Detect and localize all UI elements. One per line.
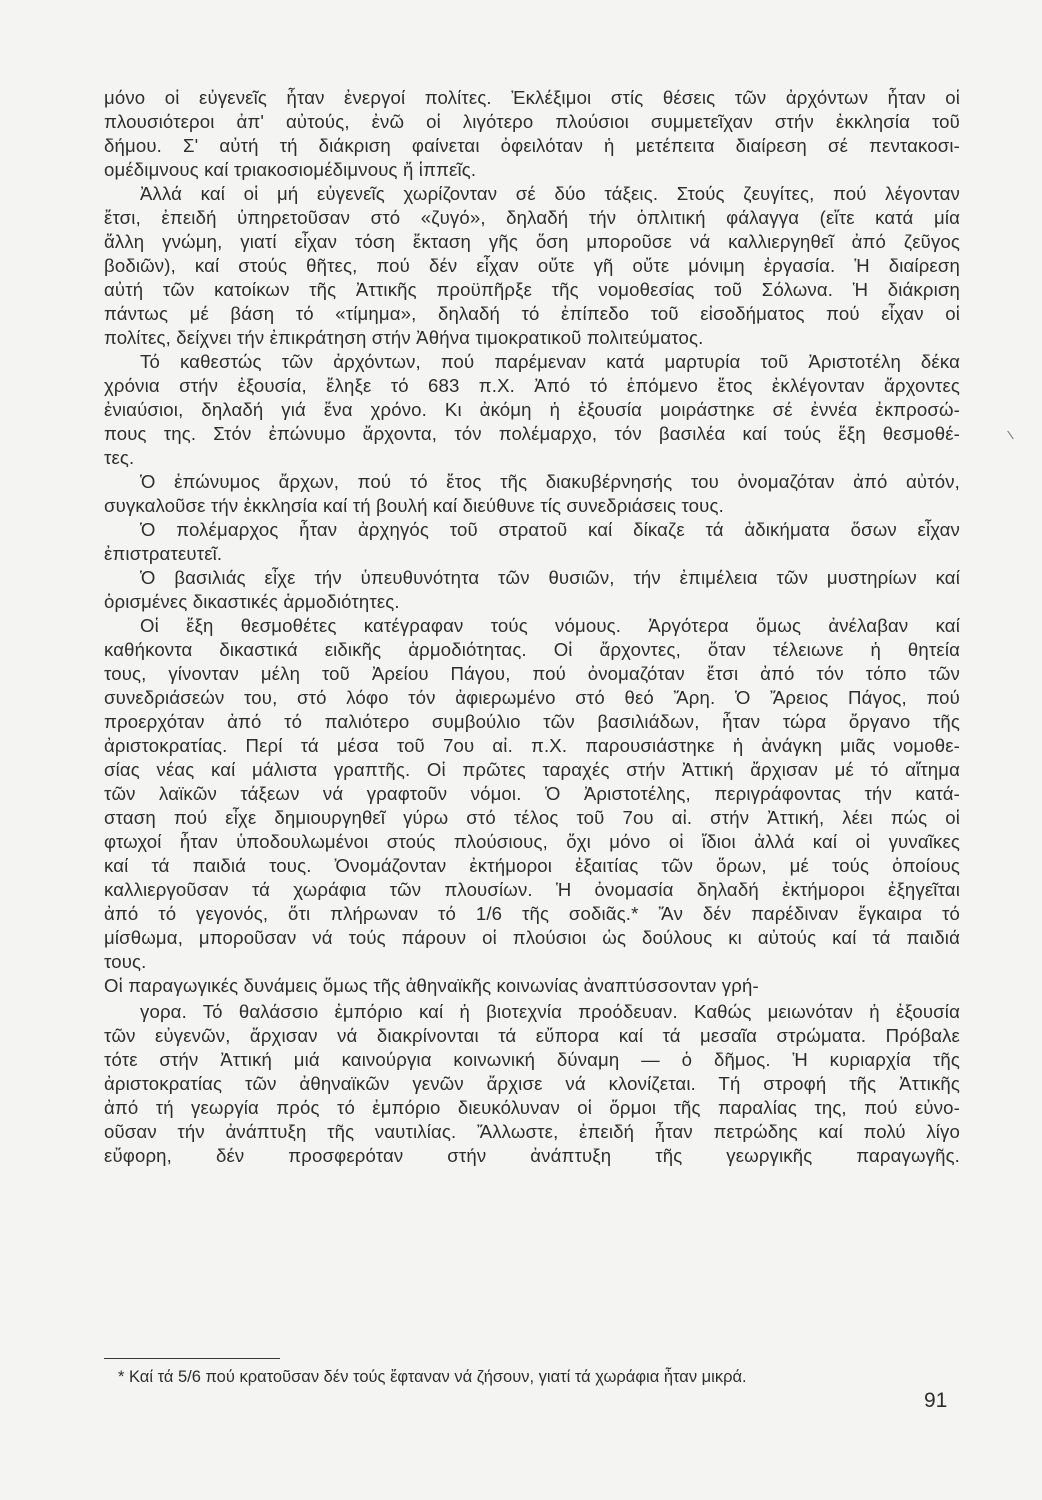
text-line: καί τά παιδιά τους. Ὀνομάζονταν ἐκτήμοροι ἐξαιτίας τῶν ὅρων, μέ τούς ὁποίους [104, 855, 960, 876]
text-line: αὐτή τῶν κατοίκων τῆς Ἀττικῆς προϋπῆρξε τῆς νομοθεσίας τοῦ Σόλωνα. Ἡ διάκριση [104, 279, 960, 300]
text-line: ἔτσι, ἐπειδή ὑπηρετοῦσαν στό «ζυγό», δηλαδή τήν ὁπλιτική φάλαγγα (εἴτε κατά μία [104, 207, 960, 228]
text-line: ὁρισμένες δικαστικές ἁρμοδιότητες. [104, 591, 400, 612]
text-line: πολίτες, δείχνει τήν ἐπικράτηση στήν Ἀθήνα τιμοκρατικοῦ πολιτεύματος. [104, 327, 704, 348]
text-line: Οἱ ἕξη θεσμοθέτες κατέγραφαν τούς νόμους. Ἀργότερα ὅμως ἀνέλαβαν καί [140, 615, 960, 636]
text-line: εὔφορη, δέν προσφερόταν στήν ἀνάπτυξη τῆς γεωργικῆς παραγωγῆς. [104, 1145, 960, 1166]
text-line: καλλιεργοῦσαν τά χωράφια τῶν πλουσίων. Ἡ ὀνομασία δηλαδή ἐκτήμοροι ἐξηγεῖται [104, 879, 960, 900]
text-line: μίσθωμα, μποροῦσαν νά τούς πάρουν οἱ πλούσιοι ὡς δούλους κι αὐτούς καί τά παιδιά [104, 927, 960, 948]
text-line: πους της. Στόν ἐπώνυμο ἄρχοντα, τόν πολέμαρχο, τόν βασιλέα καί τούς ἕξη θεσμοθέ- [104, 423, 960, 444]
text-line: οῦσαν τήν ἀνάπτυξη τῆς ναυτιλίας. Ἄλλωστε, ἐπειδή ἦταν πετρώδης καί πολύ λίγο [104, 1121, 960, 1142]
text-line: Τό καθεστώς τῶν ἀρχόντων, πού παρέμεναν κατά μαρτυρία τοῦ Ἀριστοτέλη δέκα [140, 351, 960, 372]
text-line: Ὁ βασιλιάς εἶχε τήν ὑπευθυνότητα τῶν θυσιῶν, τήν ἐπιμέλεια τῶν μυστηρίων καί [140, 567, 960, 588]
text-line: Ὁ ἐπώνυμος ἄρχων, πού τό ἔτος τῆς διακυβέρνησής του ὀνομαζόταν ἀπό αὐτόν, [140, 471, 960, 492]
text-line: δήμου. Σ' αὐτή τή διάκριση φαίνεται ὀφειλόταν ἡ μετέπειτα διαίρεση σέ πεντακοσι- [104, 135, 960, 156]
text-line: ἀπό τό γεγονός, ὅτι πλήρωναν τό 1/6 τῆς σοδιᾶς.* Ἄν δέν παρέδιναν ἔγκαιρα τό [104, 903, 960, 924]
text-line: ἀριστοκρατίας τῶν ἀθηναϊκῶν γενῶν ἄρχισε νά κλονίζεται. Τή στροφή τῆς Ἀττικῆς [104, 1073, 960, 1094]
text-line: πάντως μέ βάση τό «τίμημα», δηλαδή τό ἐπίπεδο τοῦ εἰσοδήματος πού εἶχαν οἱ [104, 303, 960, 324]
text-line: σταση πού εἶχε δημιουργηθεῖ γύρω στό τέλος τοῦ 7ου αἰ. στήν Ἀττική, λέει πώς οἱ [104, 807, 960, 828]
text-line: Οἱ παραγωγικές δυνάμεις ὅμως τῆς ἀθηναϊκῆς κοινωνίας ἀναπτύσσονταν γρή- [104, 975, 759, 996]
footnote-divider [104, 1358, 280, 1359]
text-line: ομέδιμνους καί τριακοσιομέδιμνους ἤ ἱππεῖς. [104, 159, 477, 180]
text-line: τες. [104, 447, 135, 468]
text-line: καθήκοντα δικαστικά ειδικῆς ἁρμοδιότητας. Οἱ ἄρχοντες, ὅταν τέλειωνε ἡ θητεία [104, 639, 960, 660]
text-line: χρόνια στήν ἐξουσία, ἔληξε τό 683 π.Χ. Ἀπό τό ἑπόμενο ἔτος ἐκλέγονταν ἄρχοντες [104, 375, 960, 396]
footnote: * Καί τά 5/6 πού κρατοῦσαν δέν τούς ἔφταναν νά ζήσουν, γιατί τά χωράφια ἦταν μικρά. [118, 1368, 747, 1386]
text-line: συγκαλοῦσε τήν ἐκκλησία καί τή βουλή καί διεύθυνε τίς συνεδριάσεις τους. [104, 495, 724, 516]
page-text-column [104, 86, 960, 1168]
text-line: βοδιῶν), καί στούς θῆτες, πού δέν εἶχαν οὔτε γῆ οὔτε μόνιμη ἐργασία. Ἡ διαίρεση [104, 255, 960, 276]
text-line: ἐνιαύσιοι, δηλαδή γιά ἕνα χρόνο. Κι ἀκόμη ἡ ἐξουσία μοιράστηκε σέ ἐννέα ἐκπροσώ- [104, 399, 960, 420]
text-line: τῶν λαϊκῶν τάξεων νά γραφτοῦν νόμοι. Ὁ Ἀριστοτέλης, περιγράφοντας τήν κατά- [104, 783, 960, 804]
text-line: τους, γίνονταν μέλη τοῦ Ἀρείου Πάγου, πού ὀνομαζόταν ἔτσι ἀπό τόν τόπο τῶν [104, 663, 960, 684]
text-line: Ὁ πολέμαρχος ἦταν ἀρχηγός τοῦ στρατοῦ καί δίκαζε τά ἀδικήματα ὅσων εἶχαν [140, 519, 960, 540]
text-line: σίας νέας καί μάλιστα γραπτῆς. Οἱ πρῶτες ταραχές στήν Ἀττική ἄρχισαν μέ τό αἴτημα [104, 759, 960, 780]
scan-mark [1007, 431, 1014, 440]
text-line: ἀριστοκρατίας. Περί τά μέσα τοῦ 7ου αἰ. π.Χ. παρουσιάστηκε ἡ ἀνάγκη μιᾶς νομοθε- [104, 735, 960, 756]
text-line: τότε στήν Ἀττική μιά καινούργια κοινωνική δύναμη — ὁ δῆμος. Ἡ κυριαρχία τῆς [104, 1049, 960, 1070]
text-line: πλουσιότεροι ἀπ' αὐτούς, ἐνῶ οἱ λιγότερο πλούσιοι συμμετεῖχαν στήν ἐκκλησία τοῦ [104, 111, 960, 132]
text-line: συνεδριάσεών του, στό λόφο τόν ἀφιερωμένο στό θεό Ἄρη. Ὁ Ἄρειος Πάγος, πού [104, 687, 960, 708]
page-number: 91 [924, 1389, 948, 1412]
text-line: προερχόταν ἀπό τό παλιότερο συμβούλιο τῶν βασιλιάδων, ἦταν τώρα ὄργανο τῆς [104, 711, 960, 732]
text-line: ἄλλη γνώμη, γιατί εἶχαν τόση ἔκταση γῆς ὅση μποροῦσε νά καλλιεργηθεῖ ἀπό ζεῦγος [104, 231, 960, 252]
text-line: φτωχοί ἦταν ὑποδουλωμένοι στούς πλούσιους, ὄχι μόνο οἱ ἴδιοι ἀλλά καί οἱ γυναῖκες [104, 831, 960, 852]
text-line: γορα. Τό θαλάσσιο ἐμπόριο καί ἡ βιοτεχνία προόδευαν. Καθώς μειωνόταν ἡ ἐξουσία [140, 1001, 960, 1022]
text-line: ἐπιστρατευτεῖ. [104, 543, 223, 564]
text-line: τους. [104, 951, 147, 972]
text-line: Ἀλλά καί οἱ μή εὐγενεῖς χωρίζονταν σέ δύο τάξεις. Στούς ζευγίτες, πού λέγονταν [140, 183, 960, 204]
text-line: μόνο οἱ εὐγενεῖς ἦταν ἐνεργοί πολίτες. Ἐκλέξιμοι στίς θέσεις τῶν ἀρχόντων ἦταν οἱ [104, 87, 960, 108]
text-line: τῶν εὐγενῶν, ἄρχισαν νά διακρίνονται τά εὔπορα καί τά μεσαῖα στρώματα. Πρόβαλε [104, 1025, 960, 1046]
text-line: ἀπό τή γεωργία πρός τό ἐμπόριο διευκόλυναν οἱ ὅρμοι τῆς παραλίας της, πού εὐνο- [104, 1097, 960, 1118]
